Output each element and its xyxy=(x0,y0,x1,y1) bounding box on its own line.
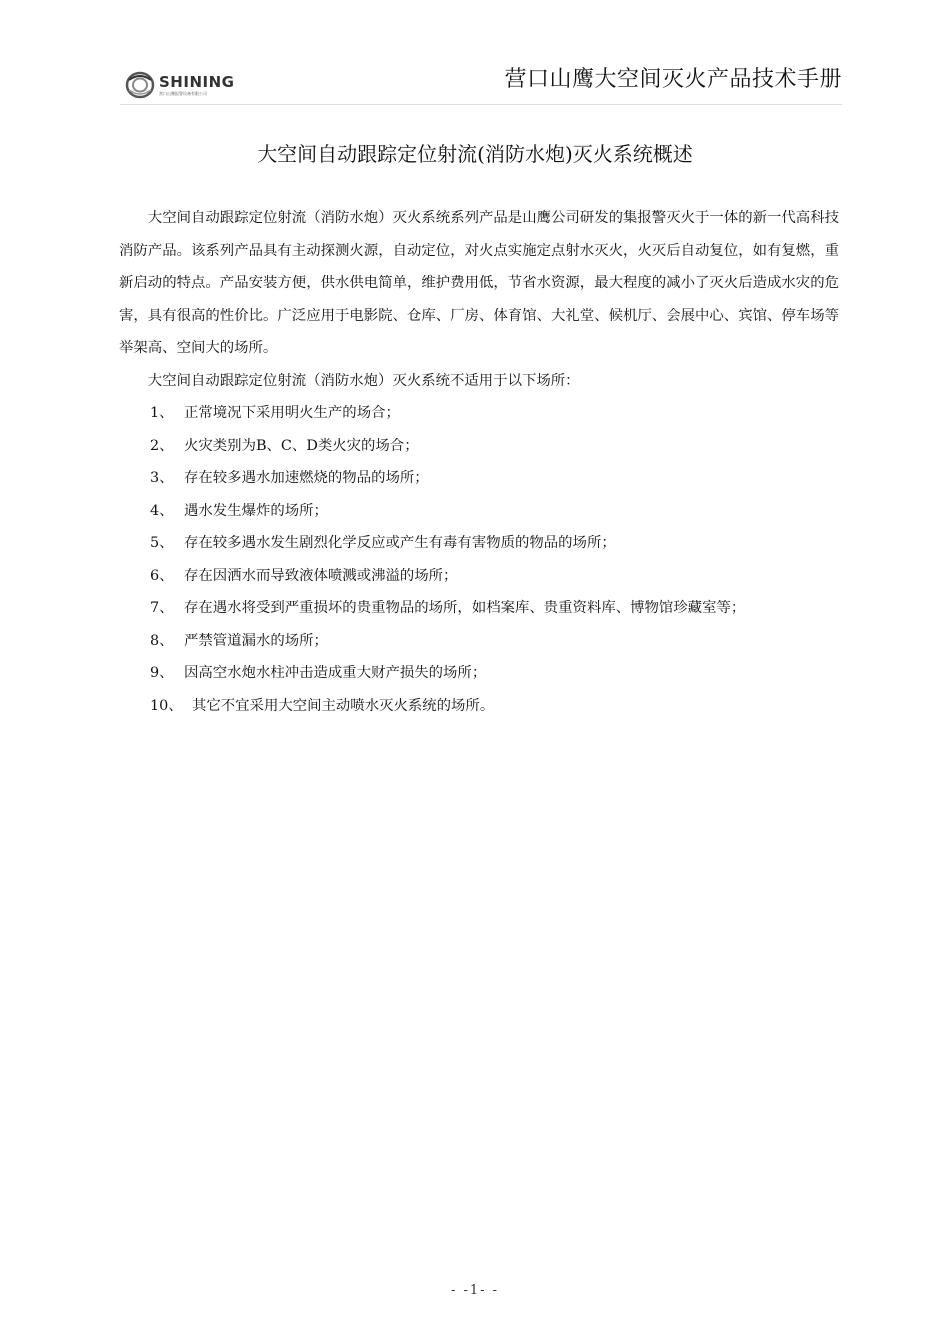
list-item-number: 8、 xyxy=(150,632,174,649)
list-item-text: 存在较多遇水加速燃烧的物品的场所； xyxy=(184,470,429,486)
header-divider xyxy=(120,104,842,105)
list-item xyxy=(119,657,839,690)
manual-title: 营口山鹰大空间灭火产品技术手册 xyxy=(504,67,842,92)
list-item-number: 4、 xyxy=(150,502,174,519)
list-item xyxy=(119,592,839,625)
list-item-number: 10、 xyxy=(150,697,183,714)
page-number: - -1- - xyxy=(450,1283,500,1298)
list-item xyxy=(119,625,839,658)
list-item xyxy=(119,462,839,495)
list-item xyxy=(119,527,839,560)
list-item-number: 3、 xyxy=(150,470,174,486)
list-item-text: 严禁管道漏水的场所； xyxy=(184,632,328,649)
list-item-text: 正常境况下采用明火生产的场合； xyxy=(184,405,400,421)
list-item xyxy=(119,690,839,723)
not-applicable-intro: 大空间自动跟踪定位射流（消防水炮）灭火系统不适用于以下场所： xyxy=(147,372,580,389)
list-item xyxy=(119,495,839,528)
document-title: 大空间自动跟踪定位射流(消防水炮)灭火系统概述 xyxy=(257,142,693,166)
list-item-number: 2、 xyxy=(150,437,174,454)
list-item-text: 火灾类别为B、C、D类火灾的场合； xyxy=(184,437,419,454)
logo-wordmark: SHINING xyxy=(159,72,235,91)
list-item xyxy=(119,430,839,463)
list-item-text: 遇水发生爆炸的场所； xyxy=(184,502,328,519)
logo-emblem-icon xyxy=(125,70,155,100)
intro-paragraph: 大空间自动跟踪定位射流（消防水炮）灭火系统系列产品是山鹰公司研发的集报警灭火于一体的新一代高科技消防产品。该系列产品具有主动探测火源，自动定位，对火点实施定点射水灭火，火灭后自动复位，如有复燃，重新启动的特点。产品安装方便，供水供电简单，维护费用低，节省水资源，最大程度的减小了灭火后造成水灾的危害，具有很高的性价比。广泛应用于电影院、仓库、厂房、体育馆、大礼堂、候机厅、会展中心、宾馆、停车场等举架高、空间大的场所。 xyxy=(119,210,839,356)
document-body xyxy=(119,202,839,722)
list-item-text: 因高空水炮水柱冲击造成重大财产损失的场所； xyxy=(184,665,487,681)
list-item-number: 9、 xyxy=(150,665,174,681)
list-item-text: 存在因洒水而导致液体喷溅或沸溢的场所； xyxy=(184,567,458,584)
list-item-text: 存在遇水将受到严重损坏的贵重物品的场所，如档案库、贵重资料库、博物馆珍藏室等； xyxy=(184,600,746,616)
not-applicable-list xyxy=(119,397,839,722)
list-item-text: 存在较多遇水发生剧烈化学反应或产生有毒有害物质的物品的场所； xyxy=(184,535,616,551)
list-item xyxy=(119,560,839,593)
list-item-text: 其它不宜采用大空间主动喷水灭火系统的场所。 xyxy=(192,697,495,714)
list-item xyxy=(119,397,839,430)
logo-subtitle: 营口山鹰报警设备有限公司 xyxy=(159,90,207,96)
list-item-number: 1、 xyxy=(150,405,174,421)
company-logo xyxy=(125,70,237,100)
list-item-number: 6、 xyxy=(150,567,174,584)
list-item-number: 5、 xyxy=(150,535,174,551)
list-item-number: 7、 xyxy=(150,600,174,616)
